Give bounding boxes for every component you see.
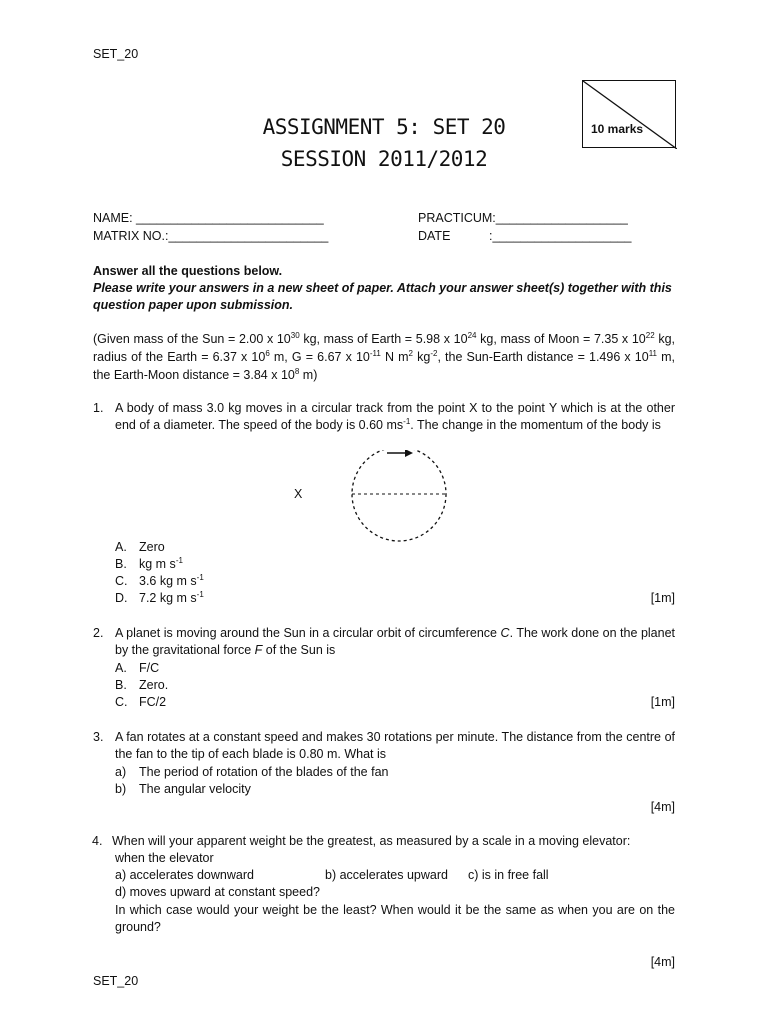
page-title: ASSIGNMENT 5: SET 20 bbox=[262, 115, 506, 139]
q2-option-c: C. FC/2 bbox=[115, 695, 167, 709]
q3-option-b: b) The angular velocity bbox=[115, 782, 251, 796]
q3-option-a: a) The period of rotation of the blades of the fan bbox=[115, 765, 389, 779]
date-field[interactable]: :____________________ bbox=[489, 229, 632, 243]
question-4 bbox=[93, 833, 675, 973]
marks-box bbox=[582, 80, 676, 148]
question-number: 1. bbox=[93, 401, 104, 415]
q3-mark: [4m] bbox=[650, 800, 675, 814]
practicum-field[interactable]: PRACTICUM:___________________ bbox=[418, 211, 628, 225]
question-text: A planet is moving around the Sun in a circular orbit of circumference C. The work done on the planet by the gravitational force F of the Sun is bbox=[115, 626, 675, 657]
question-1 bbox=[93, 400, 675, 610]
given-constants: (Given mass of the Sun = 2.00 x $10^{30}$ kg, mass of Earth = 5.98 x $10^{24}$ kg, mass of Moon = 7.35 x $10^{22}$ kg, radius of the Earth = 6.37 x $10^6$ m, G = 6.67 x $10^{-11}$ N $m^2$ $kg^{-2}$, the Sun-Earth distance = 1.496 x $10^{11}$ m, the Earth-Moon distance = 3.84 x $10^8$ m) bbox=[93, 331, 676, 382]
q4-option-a: a) accelerates downward bbox=[115, 868, 254, 882]
diagram-label-x: X bbox=[294, 487, 303, 501]
question-text-cont: when the elevator bbox=[115, 851, 214, 865]
question-number: 4. bbox=[92, 834, 103, 848]
q1-option-d: D. 7.2 kg m $s^{-1}$ bbox=[115, 590, 204, 605]
matrix-field[interactable]: MATRIX NO.:_______________________ bbox=[93, 229, 329, 243]
q2-option-a: A. F/C bbox=[115, 661, 160, 675]
marks-box-diagonal bbox=[583, 81, 677, 149]
q1-option-b: B. kg m $s^{-1}$ bbox=[115, 556, 183, 571]
question-2 bbox=[93, 625, 675, 715]
marks-label: 10 marks bbox=[591, 122, 644, 136]
q4-option-c: c) is in free fall bbox=[468, 868, 549, 882]
q1-option-a: A. Zero bbox=[115, 540, 165, 554]
question-number: 3. bbox=[93, 730, 104, 744]
question-number: 2. bbox=[93, 626, 104, 640]
instructions-note: Please write your answers in a new sheet of paper. Attach your answer sheet(s) together with this question paper upon submission. bbox=[93, 281, 672, 312]
question-text: A fan rotates at a constant speed and makes 30 rotations per minute. The distance from the centre of the fan to the tip of each blade is 0.80 m. What is bbox=[115, 730, 675, 761]
page-subtitle: SESSION 2011/2012 bbox=[280, 147, 488, 171]
instructions-main: Answer all the questions below. bbox=[93, 264, 283, 278]
question-text: A body of mass 3.0 kg moves in a circular track from the point X to the point Y which is at the other end of a diameter. The speed of the body is 0.60 $ms^{-1}$. The change in the momentum of the body is bbox=[115, 401, 675, 432]
date-label: DATE bbox=[418, 229, 451, 243]
q2-option-b: B. Zero. bbox=[115, 678, 169, 692]
q4-option-b: b) accelerates upward bbox=[325, 868, 448, 882]
question-3 bbox=[93, 729, 675, 819]
q4-option-d: d) moves upward at constant speed? bbox=[115, 885, 320, 899]
footer-set-label: SET_20 bbox=[93, 974, 139, 988]
header-set-label: SET_20 bbox=[93, 47, 139, 61]
question-text: When will your apparent weight be the greatest, as measured by a scale in a moving elevator: bbox=[112, 834, 631, 848]
circular-track-diagram bbox=[351, 450, 455, 546]
q1-option-c: C. 3.6 kg m $s^{-1}$ bbox=[115, 573, 204, 588]
name-field[interactable]: NAME: ___________________________ bbox=[93, 211, 324, 225]
q4-mark: [4m] bbox=[650, 955, 675, 969]
q1-mark: [1m] bbox=[650, 591, 675, 605]
q2-mark: [1m] bbox=[650, 695, 675, 709]
q4-follow-up: In which case would your weight be the least? When would it be the same as when you are on the ground? bbox=[115, 903, 675, 934]
